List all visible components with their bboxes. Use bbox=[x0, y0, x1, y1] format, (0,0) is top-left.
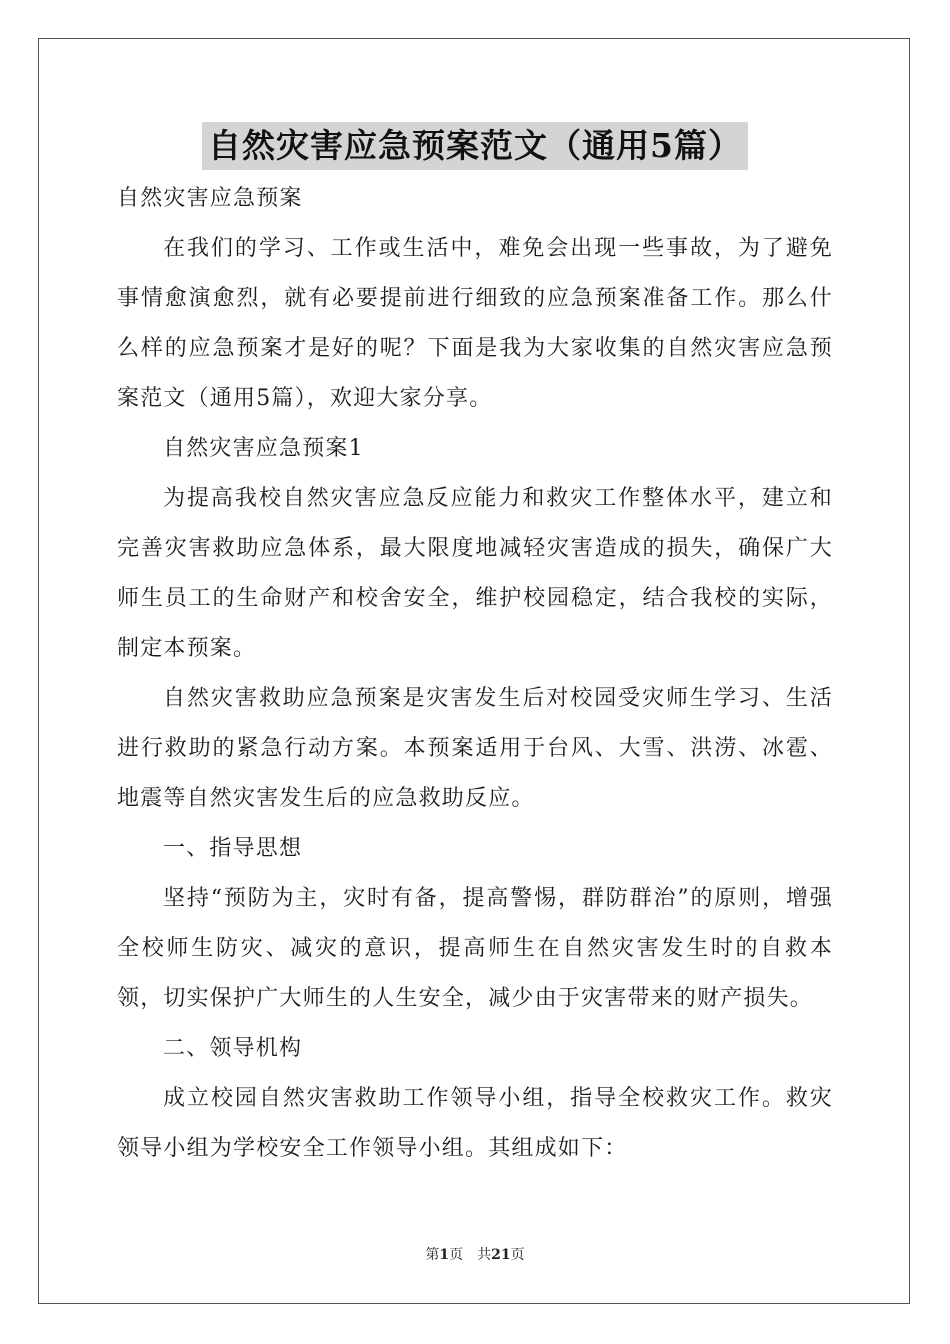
paragraph-principles: 坚持“预防为主，灾时有备，提高警惕，群防群治”的原则，增强全校师生防灾、减灾的意识，提高师生在自然灾害发生时的自救本领，切实保护广大师生的人生安全，减少由于灾害带来的财产损失。 bbox=[117, 886, 833, 1011]
paragraph-purpose: 为提高我校自然灾害应急反应能力和救灾工作整体水平，建立和完善灾害救助应急体系，最大限度地减轻灾害造成的损失，确保广大师生员工的生命财产和校舍安全，维护校园稳定，结合我校的实际，制定本预案。 bbox=[117, 486, 833, 661]
paragraph-intro: 在我们的学习、工作或生活中，难免会出现一些事故，为了避免事情愈演愈烈，就有必要提前进行细致的应急预案准备工作。那么什么样的应急预案才是好的呢？下面是我为大家收集的自然灾害应急预案范文（通用5篇），欢迎大家分享。 bbox=[117, 236, 833, 411]
section-heading-guiding-ideology: 一、指导思想 bbox=[163, 836, 303, 861]
paragraph-subtitle: 自然灾害应急预案 bbox=[117, 186, 303, 211]
footer-current-page: 1 bbox=[439, 1247, 450, 1263]
document-body bbox=[117, 174, 833, 1174]
section-heading-leadership: 二、领导机构 bbox=[163, 1036, 303, 1061]
footer-total-pages: 21 bbox=[491, 1247, 511, 1263]
paragraph-scope: 自然灾害救助应急预案是灾害发生后对校园受灾师生学习、生活进行救助的紧急行动方案。本预案适用于台风、大雪、洪涝、冰雹、地震等自然灾害发生后的应急救助反应。 bbox=[117, 686, 833, 811]
title-container bbox=[0, 122, 950, 170]
footer-mid: 页 共 bbox=[449, 1247, 492, 1263]
paragraph-leadership-group: 成立校园自然灾害救助工作领导小组，指导全校救灾工作。救灾领导小组为学校安全工作领导小组。其组成如下： bbox=[117, 1086, 833, 1161]
section-heading-plan-1: 自然灾害应急预案1 bbox=[163, 436, 364, 461]
footer-prefix: 第 bbox=[425, 1247, 440, 1263]
page-footer bbox=[0, 1244, 950, 1264]
footer-suffix: 页 bbox=[510, 1247, 525, 1263]
document-title: 自然灾害应急预案范文（通用5篇） bbox=[202, 122, 748, 170]
